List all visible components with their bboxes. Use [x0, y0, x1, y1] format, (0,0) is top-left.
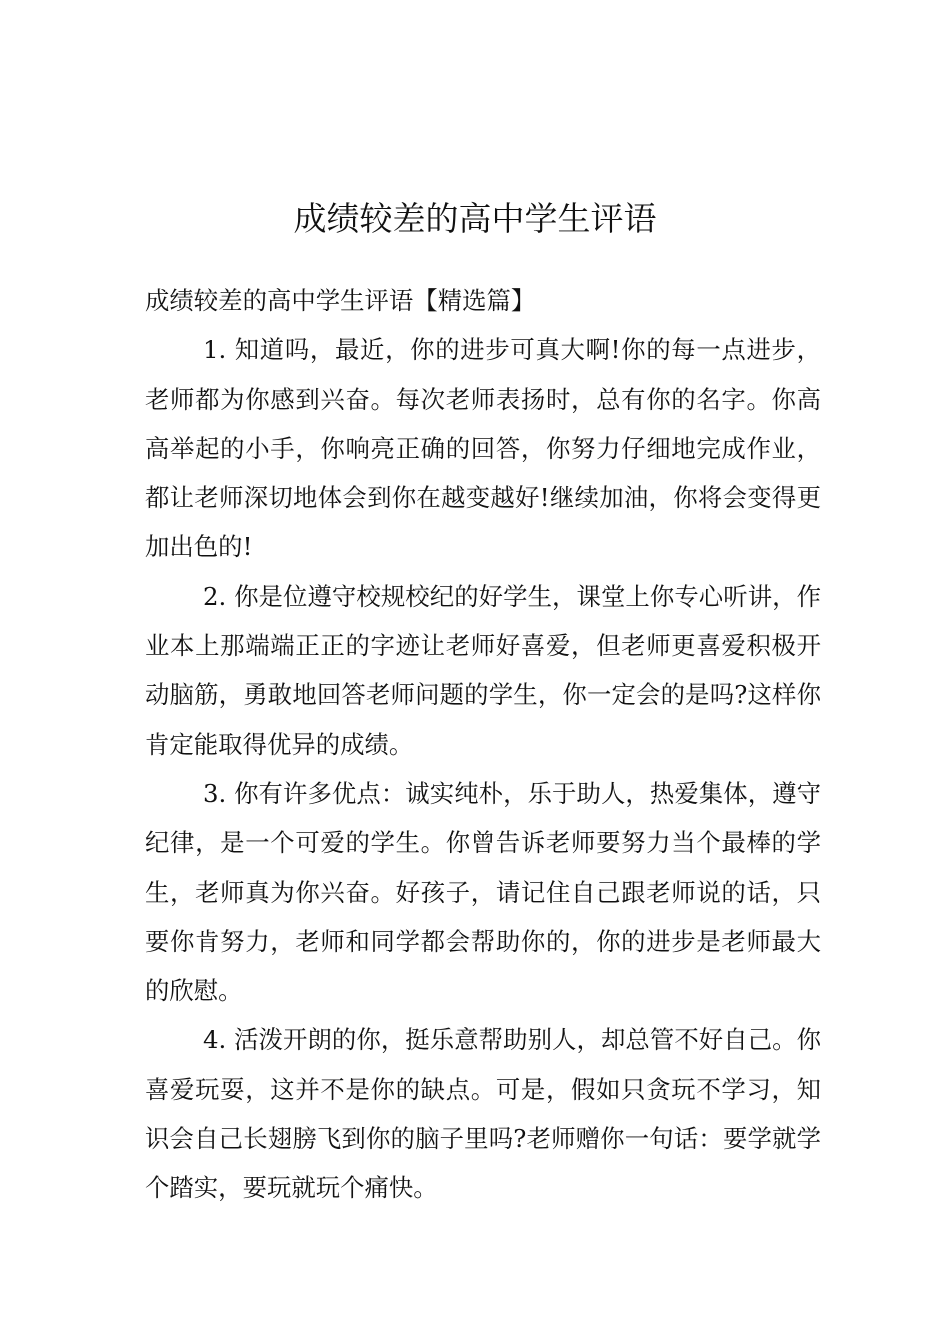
document-body: [145, 276, 821, 1213]
comment-paragraph-3: 3. 你有许多优点：诚实纯朴，乐于助人，热爱集体，遵守纪律，是一个可爱的学生。你曾告诉老师要努力当个最棒的学生，老师真为你兴奋。好孩子，请记住自己跟老师说的话，只要你肯努力，老师和同学都会帮助你的，你的进步是老师最大的欣慰。: [145, 778, 821, 1006]
comment-paragraph-1: 1. 知道吗，最近，你的进步可真大啊!你的每一点进步，老师都为你感到兴奋。每次老师表扬时，总有你的名字。你高高举起的小手，你响亮正确的回答，你努力仔细地完成作业，都让老师深切地体会到你在越变越好!继续加油，你将会变得更加出色的!: [145, 335, 821, 562]
section-heading: 成绩较差的高中学生评语【精选篇】: [145, 286, 536, 315]
document-title: 成绩较差的高中学生评语: [293, 199, 657, 239]
comment-paragraph-2: 2. 你是位遵守校规校纪的好学生，课堂上你专心听讲，作业本上那端端正正的字迹让老师好喜爱，但老师更喜爱积极开动脑筋，勇敢地回答老师问题的学生，你一定会的是吗?这样你肯定能取得优异的成绩。: [145, 581, 821, 759]
comment-paragraph-4: 4. 活泼开朗的你，挺乐意帮助别人，却总管不好自己。你喜爱玩耍，这并不是你的缺点。可是，假如只贪玩不学习，知识会自己长翅膀飞到你的脑子里吗?老师赠你一句话：要学就学个踏实，要玩就玩个痛快。: [145, 1025, 821, 1203]
